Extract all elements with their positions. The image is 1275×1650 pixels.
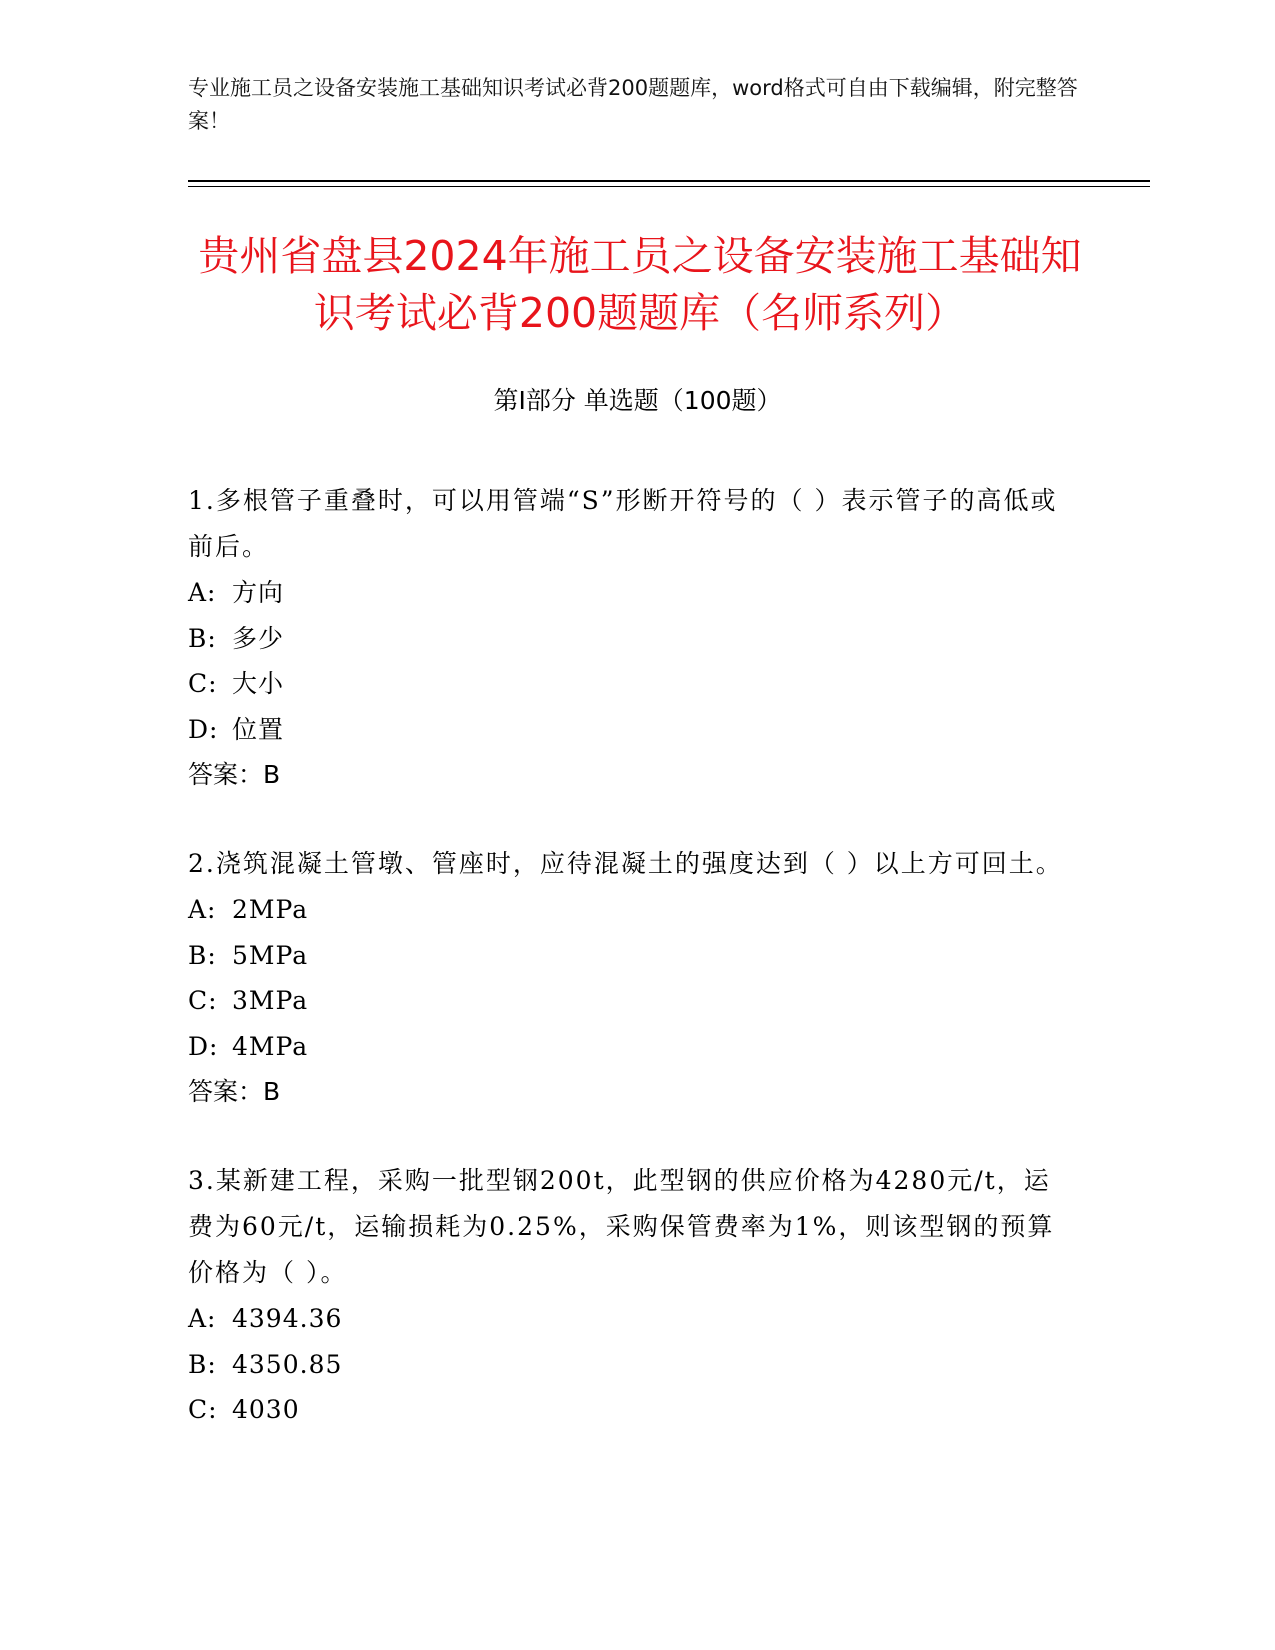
option-text: 4MPa: [232, 1031, 309, 1061]
option-letter: B:: [188, 1349, 217, 1379]
option-d: [188, 707, 1068, 753]
question-stem: 2.浇筑混凝土管墩、管座时，应待混凝土的强度达到（ ）以上方可回土。: [188, 849, 1063, 878]
option-letter: A:: [188, 895, 217, 924]
option-a: [188, 1296, 1068, 1342]
option-letter: A:: [188, 1304, 217, 1333]
document-title: 贵州省盘县2024年施工员之设备安装施工基础知识考试必背200题题库（名师系列）: [198, 232, 1082, 337]
option-c: [188, 661, 1068, 707]
header-note: 专业施工员之设备安装施工基础知识考试必背200题题库，word格式可自由下载编辑，附完整答案！: [188, 76, 1078, 133]
option-b: [188, 933, 1068, 979]
option-letter: C:: [188, 669, 218, 698]
question-2: [188, 841, 1068, 1115]
option-c: [188, 978, 1068, 1024]
option-text: 位置: [232, 714, 285, 744]
option-letter: C:: [188, 986, 218, 1015]
option-b: [188, 616, 1068, 662]
section-heading: 第Ⅰ部分 单选题（100题）: [493, 386, 782, 415]
option-text: 4394.36: [232, 1304, 343, 1333]
option-letter: C:: [188, 1395, 218, 1424]
question-3: [188, 1158, 1068, 1433]
option-letter: D:: [188, 714, 219, 744]
option-a: [188, 570, 1068, 616]
option-text: 3MPa: [232, 986, 309, 1015]
option-b: [188, 1342, 1068, 1388]
question-1: [188, 478, 1068, 798]
option-text: 方向: [232, 578, 285, 607]
option-text: 大小: [232, 669, 285, 698]
option-letter: D:: [188, 1031, 219, 1061]
header-divider-thick: [188, 180, 1150, 182]
option-a: [188, 887, 1068, 933]
option-d: [188, 1024, 1068, 1070]
answer-line: 答案：B: [188, 1077, 281, 1106]
answer-line: 答案：B: [188, 760, 281, 789]
option-text: 2MPa: [232, 895, 309, 924]
option-text: 4350.85: [232, 1349, 343, 1379]
option-letter: B:: [188, 940, 217, 970]
question-stem: 3.某新建工程，采购一批型钢200t，此型钢的供应价格为4280元/t，运费为60元/t，运输损耗为0.25%，采购保管费率为1%，则该型钢的预算价格为（ ）。: [188, 1166, 1055, 1287]
question-stem: 1.多根管子重叠时，可以用管端“S”形断开符号的（ ）表示管子的高低或前后。: [188, 486, 1058, 561]
option-letter: A:: [188, 578, 217, 607]
option-text: 多少: [232, 623, 285, 653]
option-c: [188, 1387, 1068, 1433]
header-divider-thin: [188, 186, 1150, 187]
question-list: [188, 478, 1068, 1476]
option-text: 5MPa: [232, 940, 309, 970]
option-letter: B:: [188, 623, 217, 653]
option-text: 4030: [232, 1395, 300, 1424]
